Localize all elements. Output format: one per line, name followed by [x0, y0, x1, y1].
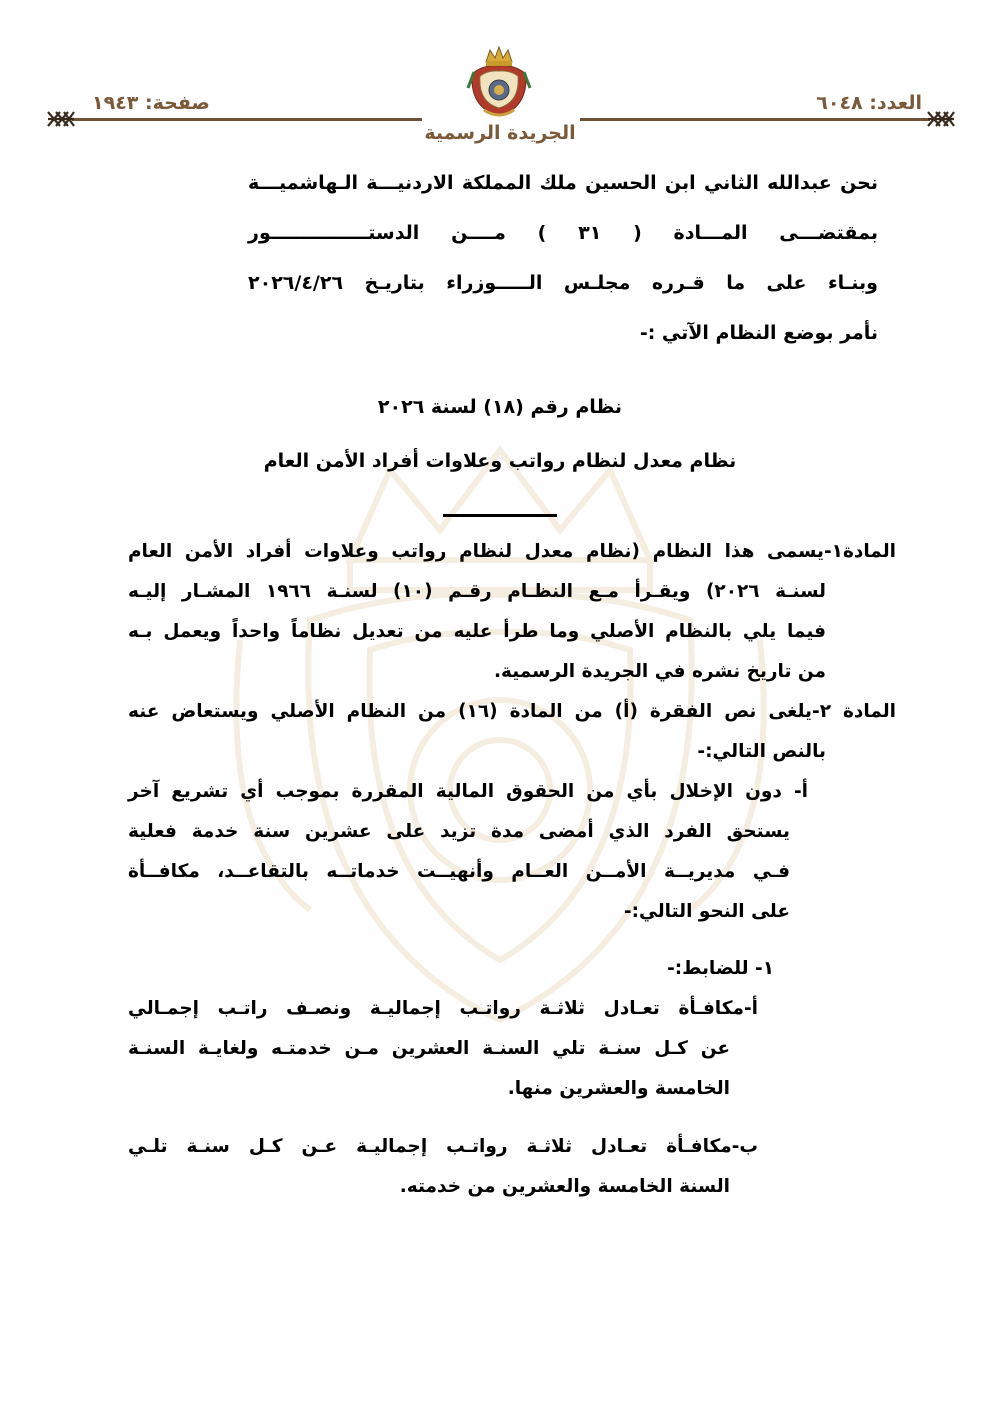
- article-2-line: المادة ٢-يلغى نص الفقرة (أ) من المادة (١٦) من النظام الأصلي ويستعاض عنه: [128, 701, 897, 722]
- section-divider: [443, 514, 557, 517]
- paragraph-a-line: على النحو التالي:-: [623, 901, 790, 922]
- preamble-line: بمقتضـــى المـــادة ( ٣١ ) مــــن الدستـــــــــــــــور: [248, 222, 878, 244]
- regulation-title: نظام معدل لنظام رواتب وعلاوات أفراد الأمن العام: [263, 450, 737, 472]
- sub-item-a-line: عن كـل سنـة تلي السنـة العشرين مـن خدمتـه ولغايـة السنـة: [128, 1038, 730, 1059]
- preamble-line: وبنـاء على ما قـرره مجلـس الـــــوزراء بتاريـخ ٢٠٢٦/٤/٢٦: [248, 272, 878, 294]
- item-1-heading: ١- للضابط:-: [667, 958, 774, 979]
- royal-coat-of-arms-icon: [466, 44, 532, 120]
- article-1-line: لسنـة ٢٠٢٦) ويقـرأ مـع النظـام رقـم (١٠) لسنـة ١٩٦٦ المشـار إليـه: [128, 581, 826, 602]
- gazette-title: الجريدة الرسمية: [424, 122, 576, 144]
- regulation-number: نظام رقم (١٨) لسنة ٢٠٢٦: [377, 396, 623, 418]
- preamble-line: نحن عبدالله الثاني ابن الحسين ملك المملكة الاردنيـــة الـهاشميـــة: [248, 172, 878, 194]
- paragraph-a-line: أ- دون الإخلال بأي من الحقوق المالية المقررة بموجب أي تشريع آخر: [128, 781, 808, 802]
- header-rule-right: [580, 118, 930, 121]
- article-2-line: بالنص التالي:-: [697, 741, 826, 762]
- issue-number: العدد: ٦٠٤٨: [816, 92, 922, 114]
- preamble-line: نأمر بوضع النظام الآتي :-: [639, 322, 878, 344]
- paragraph-a-line: فـي مديريــة الأمــن العــام وأنهيــت خدماتــه بالتقاعــد، مكافــأة: [128, 861, 790, 882]
- header-rule-left: [72, 118, 422, 121]
- article-1-line: من تاريخ نشره في الجريدة الرسمية.: [493, 661, 826, 682]
- page-number: صفحة: ١٩٤٣: [92, 92, 210, 114]
- sub-item-b-line: ب-مكافـأة تعـادل ثلاثـة رواتـب إجماليـة عـن كـل سنـة تلـي: [128, 1136, 758, 1157]
- paragraph-a-line: يستحق الفرد الذي أمضى مدة تزيد على عشرين سنة خدمة فعلية: [128, 821, 790, 842]
- sub-item-a-line: الخامسة والعشرين منها.: [507, 1078, 730, 1099]
- article-1-line: فيما يلي بالنظام الأصلي وما طرأ عليه من تعديل نظاماً واحداً ويعمل بـه: [128, 621, 826, 642]
- article-1-line: المادة١-يسمى هذا النظام (نظام معدل لنظام رواتب وعلاوات أفراد الأمن العام: [128, 541, 896, 562]
- sub-item-a-line: أ-مكافـأة تعـادل ثلاثـة رواتـب إجماليـة ونصـف راتـب إجمـالي: [128, 998, 758, 1019]
- sub-item-b-line: السنة الخامسة والعشرين من خدمته.: [399, 1176, 730, 1197]
